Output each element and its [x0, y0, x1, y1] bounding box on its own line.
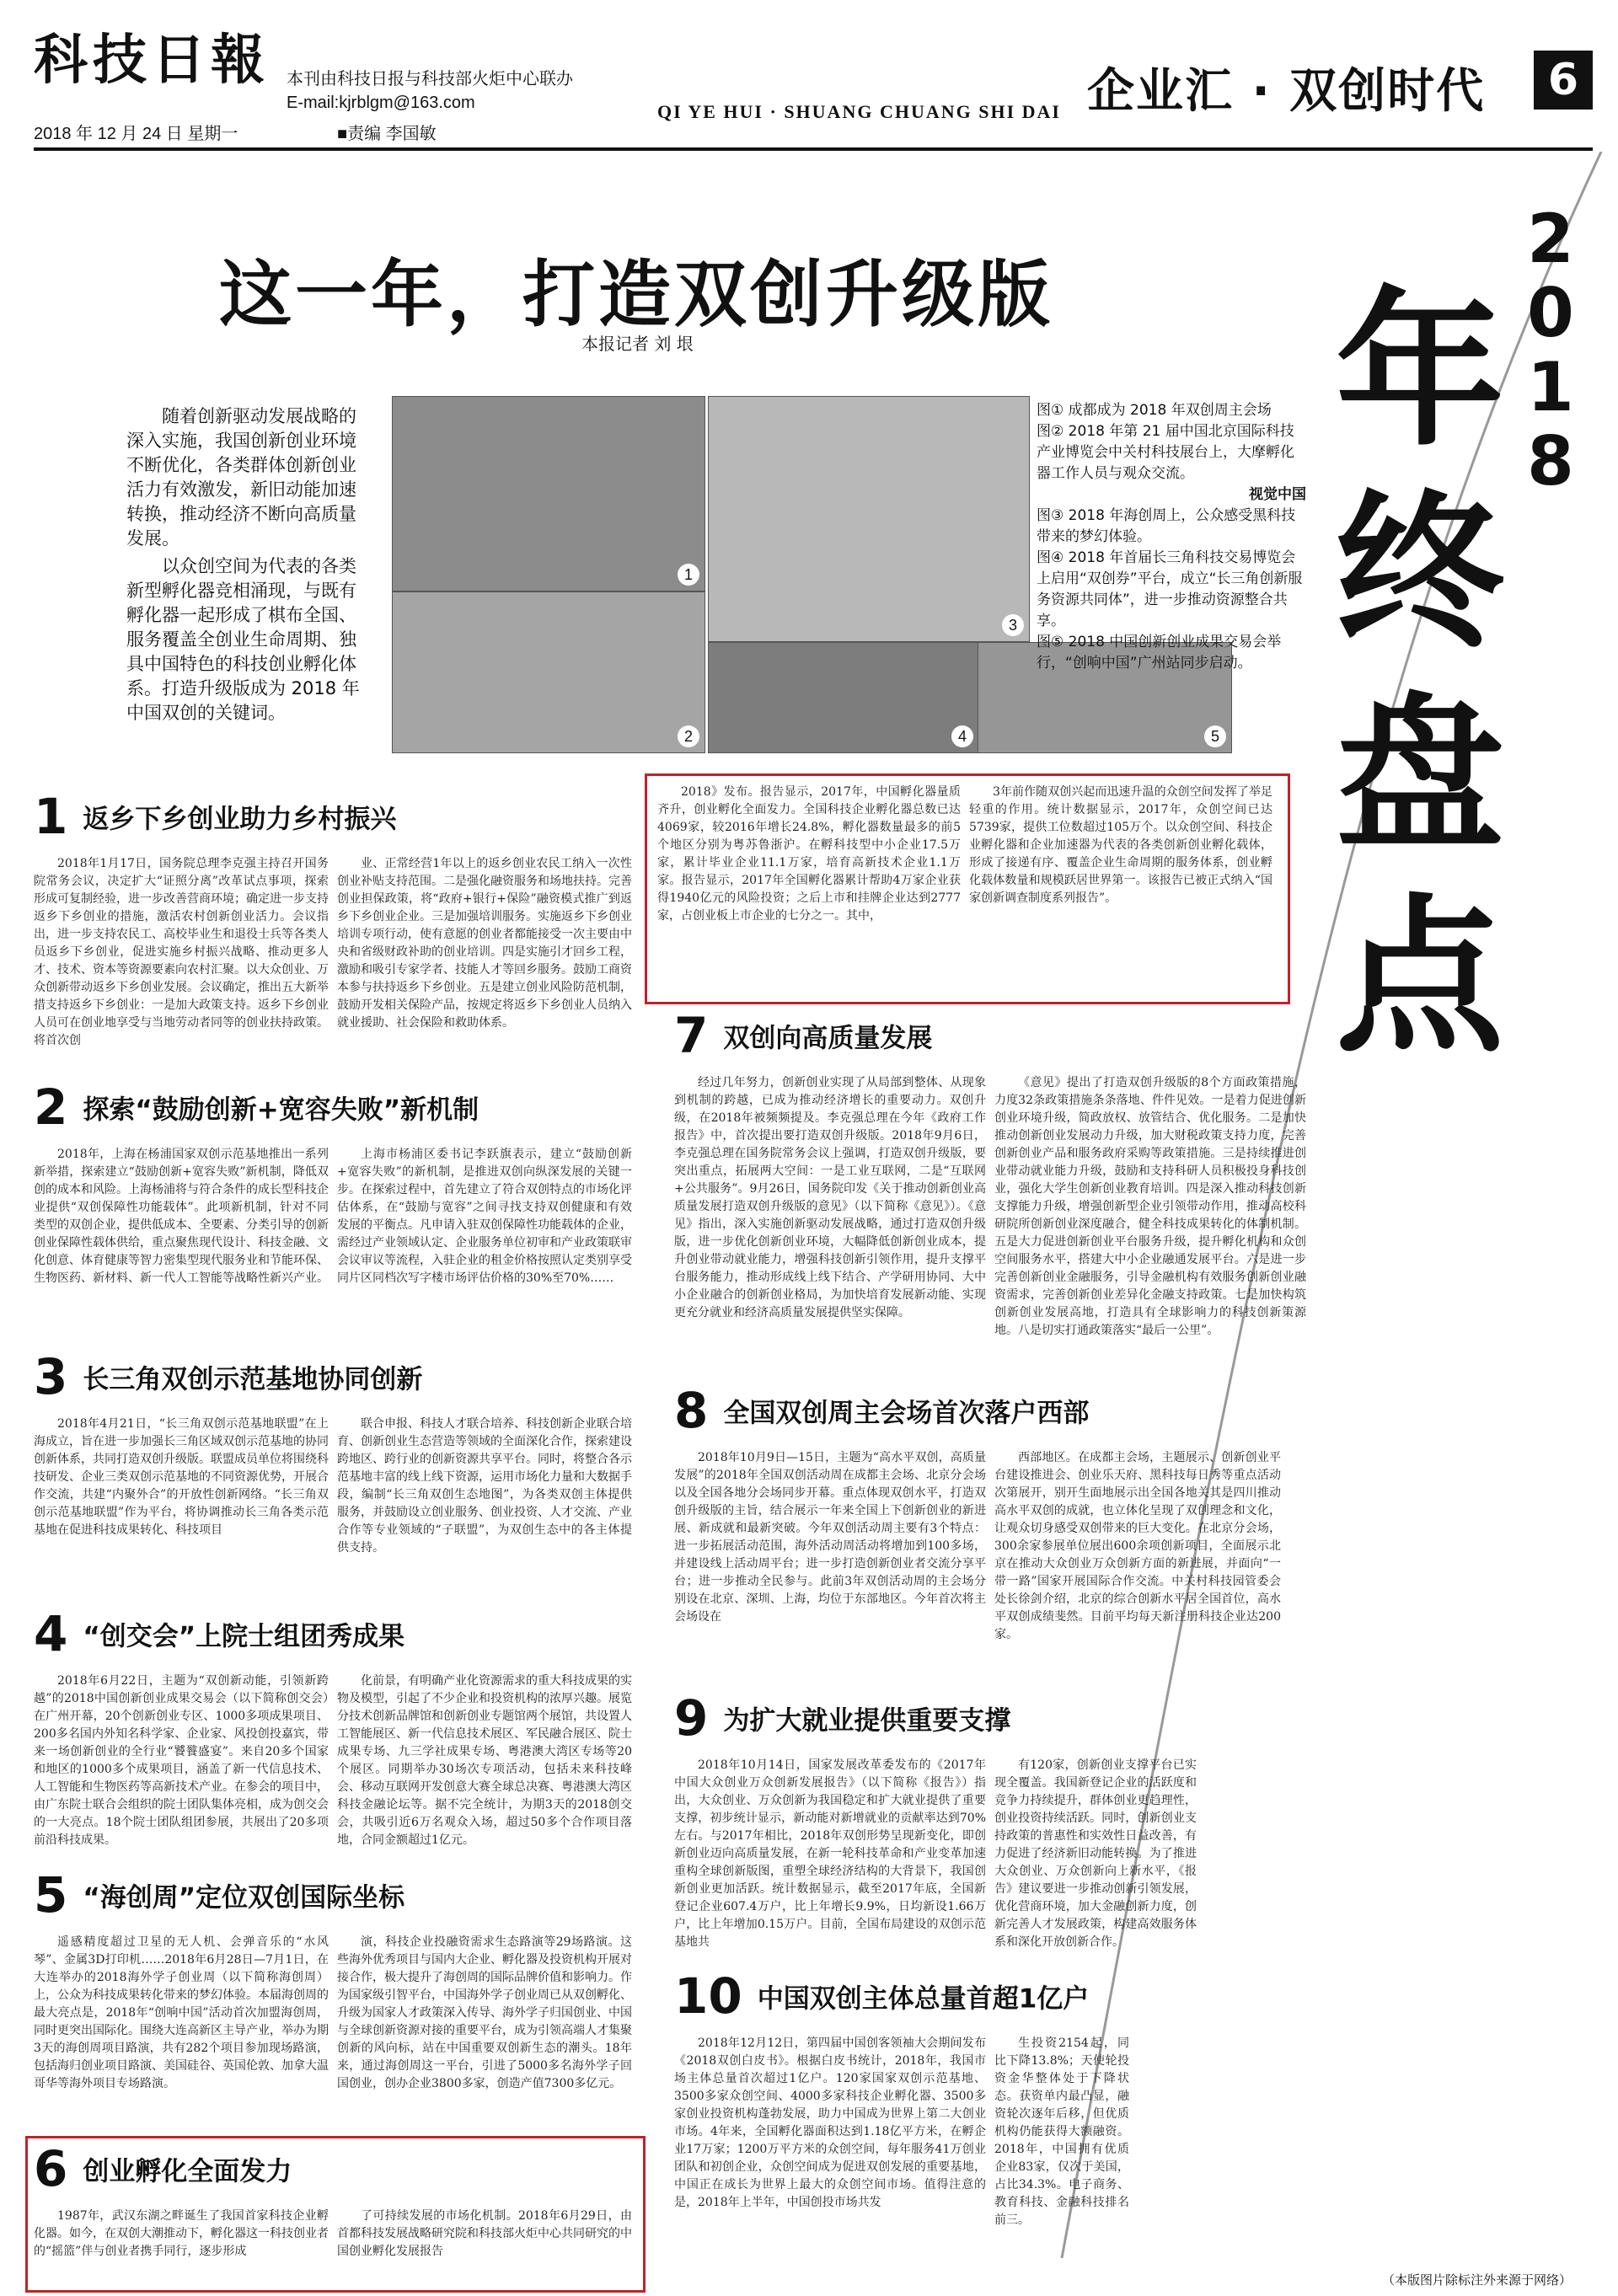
section-title: 企业汇 · 双创时代 [1087, 64, 1486, 119]
intro-paragraph: 以众创空间为代表的各类新型孵化器竞相涌现，与既有孵化器一起形成了棋布全国、服务覆盖全创业生命周期、独具中国特色的科技创业孵化体系。打造升级版成为 2018 年中国双创的关键词。 [126, 556, 360, 723]
newspaper-logo: 科技日報 [34, 29, 270, 92]
section-title: 返乡下乡创业助力乡村振兴 [83, 804, 397, 835]
caption-1: 图① 成都成为 2018 年双创周主会场 [1037, 402, 1272, 419]
section-6-col-2: 了可持续发展的市场化机制。2018年6月29日，由首都科技发展战略研究院和科技部火炬中心共同研究的中国创业孵化发展报告 [337, 2209, 632, 2258]
section-title: 创业孵化全面发力 [83, 2156, 292, 2187]
section-heading-3 [34, 1348, 422, 1405]
section-5-col-2: 演，科技企业投融资需求生态路演等29场路演。这些海外优秀项目与国内大企业、孵化器及投资机构开展对接合作，极大提升了海创周的国际品牌价值和影响力。作为国家级引智平台，中国海外学子创业周已从双创孵化、升级为国家人才政策深入传导、海外学子归国创业、中国与全球创新资源对接的重要平台，成为引领高端人才集聚创新的风向标，站在中国重要双创新生态的潮头。18年来，通过海创周这一平台，引进了5000多名海外学子回国创业，创办企业3800多家，创造产值7300多亿元。 [337, 1935, 632, 2090]
section-title: 长三角双创示范基地协同创新 [83, 1364, 423, 1395]
section-number: 10 [674, 1967, 742, 2025]
section-heading-10 [674, 1967, 1089, 2025]
section-title: 双创向高质量发展 [723, 1023, 933, 1054]
feature-title: 年终盘点 [1335, 271, 1504, 1076]
section-title: 全国双创周主会场首次落户西部 [723, 1398, 1090, 1429]
photo-2 [392, 591, 705, 753]
caption-5: 图⑤ 2018 中国创新创业成果交易会举行，“创响中国”广州站同步启动。 [1037, 634, 1282, 672]
masthead-rule [34, 147, 1593, 151]
caption-credit: 视觉中国 [1249, 486, 1306, 503]
section-number: 2 [34, 1078, 68, 1136]
photo-3 [708, 396, 1030, 642]
photo-number: 1 [678, 564, 699, 586]
section-9-col-2: 有120家，创新创业支撑平台已实现全覆盖。我国新登记企业的活跃度和竞争力持续提升，群体创业更趋理性，创业投资持续活跃。同时，创新创业支持政策的普惠性和实效性日益改善，有力促进了经济新旧动能转换。为了推进大众创业、万众创新向上新水平，《报告》建议要进一步推动创新引领发展，优化营商环境，加大金融创新力度，创新完善人才发展政策，构建高效服务体系和深化开放创新合作。 [994, 1758, 1197, 1949]
section-2-col-1: 2018年，上海在杨浦国家双创示范基地推出一系列新举措，探索建立“鼓励创新+宽容失败”新机制，降低双创的成本和风险。上海杨浦将与符合条件的成长型科技企业提供“双创保障性功能载体”。此项新机制，针对不同类型的双创企业，提供低成本、全要素、分类引导的创新创业保障性载体供给，重点聚焦现代设计、科技金融、文化创意、体育健康等智力密集型现代服务业和节能环保、生物医药、新材料、新一代人工智能等战略性新兴产业。 [34, 1148, 329, 1285]
section-heading-8 [674, 1382, 1089, 1439]
section-number: 1 [34, 788, 68, 845]
report-excerpt-col-1: 2018》发布。报告显示，2017年，中国孵化器量质齐升，创业孵化全面发力。全国科技企业孵化器总数已达4069家，较2016年增长24.8%，孵化器数量最多的前5个地区分别为粤苏鲁浙沪。在孵科技型中小企业17.5万家，累计毕业企业11.1万家，培育高新技术企业1.1万家。报告显示，2017年全国孵化器累计帮助4万家企业获得1940亿元的风险投资；之后上市和挂牌企业达到2777家，占创业板上市企业的七分之一。其中， [657, 785, 961, 923]
section-9-col-1: 2018年10月14日，国家发展改革委发布的《2017年中国大众创业万众创新发展报告》（以下简称《报告》）指出，大众创业、万众创新为我国稳定和扩大就业提供了重要支撑，初步统计显示，新动能对新增就业的贡献率达到70%左右。与2017年相比，2018年双创形势呈现新变化，即创新创业迈向高质量发展，在新一轮科技革命和产业变革加速重构全球创新版图，重塑全球经济结构的大背景下，我国创新创业更加活跃。统计数据显示，截至2017年底，全国新登记企业607.4万户，比上年增长9.9%，日均新设1.66万户，比上年增加0.15万户。目前，全国布局建设的双创示范基地共 [674, 1758, 986, 1949]
section-7-col-2: 《意见》提出了打造双创升级版的8个方面政策措施，力度32条政策措施条条落地、件件见效。一是着力促进创新创业环境升级，简政放权、放管结合、优化服务。二是加快推动创新创业发展动力升级，加大财税政策支持力度，完善创新创业产品和服务政府采购等政策措施。三是持续推进创业带动就业能力升级，鼓励和支持科研人员积极投身科技创业，强化大学生创新创业教育培训。四是深入推动科技创新支撑能力升级，增强创新型企业引领带动作用，推动高校科研院所创新创业深度融合，健全科技成果转化的体制机制。五是大力促进创新创业平台服务升级，提升孵化机构和众创空间服务水平，搭建大中小企业融通发展平台。六是进一步完善创新创业金融服务，引导金融机构有效服务创新创业融资需求，完善创新创业差异化金融支持政策。七是加快构筑创新创业发展高地，打造具有全球影响力的科技创新策源地。八是切实打通政策落实“最后一公里”。 [994, 1076, 1306, 1337]
photo-captions [1037, 400, 1306, 674]
section-number: 3 [34, 1348, 68, 1405]
section-heading-4 [34, 1605, 404, 1662]
main-headline: 这一年，打造双创升级版 [219, 253, 1053, 337]
intro-paragraph: 随着创新驱动发展战略的深入实施，我国创新创业环境不断优化，各类群体创新创业活力有效激发，新旧动能加速转换，推动经济不断向高质量发展。 [126, 406, 356, 549]
section-number: 7 [674, 1007, 709, 1064]
caption-4: 图④ 2018 年首届长三角科技交易博览会上启用“双创券”平台，成立“长三角创新服务资源共同体”，进一步推动资源整合共享。 [1037, 549, 1303, 629]
caption-3: 图③ 2018 年海创周上，公众感受黑科技带来的梦幻体验。 [1037, 507, 1296, 545]
photo-number: 2 [678, 725, 699, 747]
section-6-col-1: 1987年，武汉东湖之畔诞生了我国首家科技企业孵化器。如今，在双创大潮推动下，孵化器这一科技创业者的“摇篮”伴与创业者携手同行，逐步形成 [34, 2209, 329, 2258]
issue-date: 2018 年 12 月 24 日 星期一 [34, 125, 238, 143]
section-number: 8 [674, 1382, 709, 1439]
section-4-col-2: 化前景，有明确产业化资源需求的重大科技成果的实物及模型，引起了不少企业和投资机构的浓厚兴趣。展览分技术创新品牌馆和创新创业专题馆两个展馆，共设置人工智能展区、新一代信息技术展区、军民融合展区、院士成果专场、九三学社成果专场、粤港澳大湾区专场等20个展区。同期举办30场次专项活动，包括未来科技峰会、移动互联网开发创意大赛全球总决赛、粤港澳大湾区科技金融论坛等。据不完全统计，为期3天的2018创交会，共吸引近6万名观众入场，超过50多个合作项目落地，合同金额超过1亿元。 [337, 1674, 632, 1847]
section-number: 5 [34, 1866, 68, 1924]
section-title: “海创周”定位双创国际坐标 [83, 1882, 405, 1913]
section-3-col-2: 联合申报、科技人才联合培养、科技创新企业联合培育、创新创业生态营造等领域的全面深化合作，探索建设跨地区、跨行业的创新资源共享平台。同时，将整合各示范基地丰富的线上线下资源，运用市场化力量和大数据手段，编制“长三角双创生态地图”，为各类双创主体提供服务，并鼓励设立创业服务、创业投资、人才交流、产业合作等专业领域的“子联盟”，为双创生态中的各主体提供支持。 [337, 1417, 632, 1555]
section-10-col-2: 生投资2154起，同比下降13.8%；天使轮投资金华整体处于下降状态。获资单内最凸显，融资轮次逐年后移，但优质机构仍能获得大额融资。2018年，中国拥有优质企业83家，仅次于美国，占比34.3%。电子商务、教育科技、金融科技排名前三。 [994, 2036, 1129, 2227]
section-heading-2 [34, 1078, 479, 1136]
section-1-col-2: 业、正常经营1年以上的返乡创业农民工纳入一次性创业补贴支持范围。二是强化融资服务和场地扶持。完善创业担保政策，将“政府+银行+保险”融资模式推广到返乡下乡创业企业。三是加强培训服务。实施返乡下乡创业培训专项行动，使有意愿的创业者都能接受一次主要由中央和省级财政补助的创业培训。四是实施引才回乡工程，激励和吸引专家学者、技能人才等回乡服务。鼓励工商资本参与扶持返乡下乡创业。五是建立创业风险防范机制，鼓励开发相关保险产品，按规定将返乡下乡创业人员纳入就业援助、社会保险和救助体系。 [337, 857, 632, 1030]
section-number: 4 [34, 1605, 68, 1662]
image-credit-footnote: （本版图片除标注外来源于网络） [1382, 2272, 1572, 2288]
intro-text [126, 404, 371, 725]
section-2-col-2: 上海市杨浦区委书记李跃旗表示，建立“鼓励创新+宽容失败”的新机制，是推进双创向纵深发展的关键一步。在探索过程中，首先建立了符合双创特点的市场化评估体系，在“鼓励与宽容”之间寻找支持双创健康和有效发展的平衡点。凡申请入驻双创保障性功能载体的企业，需经过产业领域认定、企业服务单位初审和产业政策联审会议审议等流程，入驻企业的租金价格按照认定类别享受同片区同档次写字楼市场评估价格的30%至70%…… [337, 1148, 632, 1285]
photo-number: 3 [1002, 614, 1024, 636]
photo-1 [392, 396, 705, 591]
section-heading-9 [674, 1689, 1010, 1747]
section-3-col-1: 2018年4月21日，“长三角双创示范基地联盟”在上海成立，旨在进一步加强长三角区域双创示范基地的协同创新体系，共同打造双创升级版。联盟成员单位将围绕科技研发、企业三类双创示范基地的不同资源优势，开展合作交流，共建“内聚外合”的开放性创新网络。“长三角双创示范基地联盟”作为平台，将协调推动长三角各类示范基地在促进科技成果转化、科技项目 [34, 1417, 329, 1537]
masthead-email: E-mail:kjrblgm@163.com [287, 94, 475, 112]
photo-number: 5 [1204, 725, 1226, 747]
byline: 本报记者 刘 垠 [581, 334, 694, 354]
section-4-col-1: 2018年6月22日，主题为“双创新动能，引领新跨越”的2018中国创新创业成果交易会（以下简称创交会）在广州开幕，20个创新创业专区、1000多项成果项目、200多名国内外知名科学家、企业家、风投创投嘉宾，带来一场创新创业的全行业“饕餮盛宴”。来自20多个国家和地区的1000多个成果项目，涵盖了新一代信息技术、人工智能和生物医药等高新技术产业。在参会的项目中，由广东院士联合会组织的院士团队集体亮相，成为创交会的一大亮点。18个院士团队组团参展，共展出了20多项前沿科技成果。 [34, 1674, 329, 1847]
section-10-col-1: 2018年12月12日，第四届中国创客领袖大会期间发布《2018双创白皮书》。根据白皮书统计，2018年，我国市场主体总量首次超过1亿户。120家国家双创示范基地、3500多家众创空间、4000多家科技企业孵化器、3500多家创业投资机构蓬勃发展，助力中国成为世界上第二大创业市场。4年来，全国孵化器面积达到1.18亿平方米，在孵企业17万家；1200万平方米的众创空间，每年服务41万创业团队和初创企业，众创空间成为促进双创发展的重要基地，中国正在成长为世界上最大的众创空间市场。值得注意的是，2018年上半年，中国创投市场共发 [674, 2036, 986, 2209]
editor-credit: ■责编 李国敏 [337, 125, 437, 143]
section-heading-5 [34, 1866, 404, 1924]
caption-2: 图② 2018 年第 21 届中国北京国际科技产业博览会中关村科技展台上，大摩孵化器工作人员与观众交流。 [1037, 423, 1294, 482]
photo-number: 4 [951, 725, 973, 747]
section-title: 为扩大就业提供重要支撑 [723, 1705, 1011, 1737]
photo-4 [708, 642, 979, 753]
report-excerpt-col-2: 3年前作随双创兴起而迅速升温的众创空间发挥了举足轻重的作用。统计数据显示，2017年，众创空间已达5739家，提供工位数超过105万个。以众创空间、科技企业孵化器和企业加速器为代表的各类创新创业孵化载体，形成了接递有序、覆盖企业生命周期的服务体系，创业孵化载体数量和规模跃居世界第一。该报告已被正式纳入“国家创新调查制度系列报告”。 [969, 785, 1272, 905]
masthead-note [287, 67, 573, 115]
section-8-col-2: 西部地区。在成都主会场，主题展示、创新创业平台建设推进会、创业乐天府、黑科技每日秀等重点活动次第展开，别开生面地展示出全国各地关其是四川推动高水平双创的成就，也立体化呈现了双创理念和文化，让观众切身感受双创带来的巨大变化。在北京分会场，300余家参展单位展出600余项创新项目，全面展示北京在推动大众创业万众创新方面的新进展，并面向“一带一路”国家开展国际合作交流。中关村科技园管委会处长徐剑介绍，北京的综合创新水平居全国首位，高水平双创成绩斐然。目前平均每天新注册科技企业达200家。 [994, 1451, 1281, 1641]
section-number: 6 [34, 2140, 68, 2197]
feature-year: 2018 [1527, 200, 1574, 500]
section-5-col-1: 遥感精度超过卫星的无人机、会弹音乐的“水风琴”、金属3D打印机……2018年6月28日—7月1日，在大连举办的2018海外学子创业周（以下简称海创周）上，公众为科技成果转化带来的梦幻体验。本届海创周的最大亮点是，2018年“创响中国”活动首次加盟海创周，同时更突出国际化。围绕大连高新区主导产业，举办为期3天的海创周项目路演，共有282个项目参加现场路演，包括海归创业项目路演、美国硅谷、英国伦敦、加拿大温哥华等海外项目专场路演。 [34, 1935, 329, 2090]
section-heading-6 [34, 2140, 292, 2197]
section-1-col-1: 2018年1月17日，国务院总理李克强主持召开国务院常务会议，决定扩大“证照分离”改革试点事项，探索形成可复制经验，进一步改善营商环境；确定进一步支持返乡下乡创业的措施，激活农村创新创业活力。会议指出，进一步支持农民工、高校毕业生和退役士兵等各类人员返乡下乡创业，促进实施乡村振兴战略、推动更多人才、技术、资本等资源要素向农村汇聚。以大众创业、万众创新带动返乡下乡创业发展。会议确定，推出五大新举措支持返乡下乡创业：一是加大政策支持。返乡下乡创业人员可在创业地享受与当地劳动者同等的创业扶持政策。将首次创 [34, 857, 329, 1047]
section-heading-7 [674, 1007, 932, 1064]
section-heading-1 [34, 788, 396, 845]
section-7-col-1: 经过几年努力，创新创业实现了从局部到整体、从现象到机制的跨越，已成为推动经济增长的重要动力。双创升级，在2018年被频频提及。李克强总理在今年《政府工作报告》中，首次提出要打造双创升级版。2018年9月6日，李克强总理在国务院常务会议上强调，打造双创升级版，要突出重点，拓展两大空间：一是工业互联网，二是“互联网+公共服务”。9月26日，国务院印发《关于推动创新创业高质量发展打造双创升级版的意见》（以下简称《意见》）。《意见》指出，深入实施创新驱动发展战略，通过打造双创升级版，进一步优化创新创业环境，大幅降低创新创业成本，提升创业带动就业能力，增强科技创新引领作用，提升支撑平台服务能力，推动形成线上线下结合、产学研用协同、大中小企业融合的创新创业格局，为加快培育发展新动能、实现更充分就业和经济高质量发展提供坚实保障。 [674, 1076, 986, 1319]
section-pinyin: QI YE HUI · SHUANG CHUANG SHI DAI [657, 101, 1061, 122]
section-title: 中国双创主体总量首超1亿户 [757, 1983, 1090, 2015]
section-8-col-1: 2018年10月9日—15日，主题为“高水平双创，高质量发展”的2018年全国双创活动周在成都主会场、北京分会场以及全国各地分会场同步开幕。重点体现双创水平，打造双创升级版的主旨，结合展示一年来全国上下创新创业的新进展、新成就和最新突破。今年双创活动周主要有3个特点：进一步拓展活动范围，海外活动周活动将增加到100多场，并建设线上活动周平台；进一步打造创新创业者交流分享平台；进一步推动全民参与。此前3年双创活动周的主会场分别设在北京、深圳、上海，均位于东部地区。今年首次将主会场设在 [674, 1451, 986, 1624]
section-number: 9 [674, 1689, 709, 1747]
section-title: “创交会”上院士组团秀成果 [83, 1621, 405, 1652]
page-number-badge: 6 [1534, 51, 1593, 110]
section-title: 探索“鼓励创新+宽容失败”新机制 [83, 1094, 480, 1126]
masthead-note-line1: 本刊由科技日报与科技部火炬中心联办 [287, 70, 573, 88]
